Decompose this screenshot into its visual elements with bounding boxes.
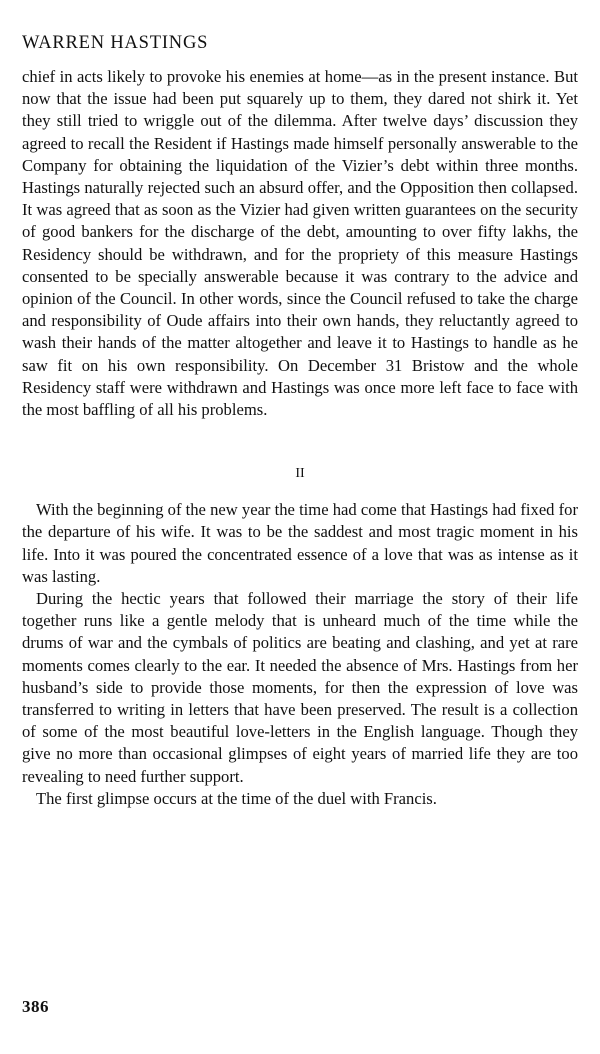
section-spacer — [22, 485, 578, 499]
paragraph: During the hectic years that followed their marriage the story of their life together runs like a gentle melody that is unheard much of the time while the drums of war and the cymbals of politics are beating and clashing, and yet at rare moments comes clearly to the ear. It needed the absence of Mrs. Hastings from her husband’s side to provide those moments, for then the expression of love was transferred to writing in letters that have been preserved. The result is a collection of some of the most beautiful love-letters in the English language. Though they give no more than occasional glimpses of eight years of married life they are too revealing to need further support. — [22, 589, 578, 786]
paragraph: The first glimpse occurs at the time of the duel with Francis. — [36, 788, 437, 808]
paragraph: With the beginning of the new year the time had come that Hastings had fixed for the departure of his wife. It was to be the saddest and most tragic moment in his life. Into it was poured the concentrated essence of a love that was as intense as it was lasting. — [22, 500, 578, 586]
paragraph: chief in acts likely to provoke his enemies at home—as in the present instance. But now that the issue had been put squarely up to them, they dared not shirk it. Yet they still tried to wriggle out of the dilemma. After twelve days’ discussion they agreed to recall the Resident if Hastings made himself personally answerable to the Company for obtaining the liquidation of the Vizier’s debt within three months. Hastings naturally rejected such an absurd offer, and the Opposition then collapsed. It was agreed that as soon as the Vizier had given written guarantees on the security of good bankers for the discharge of the debt, amounting to over fifty lakhs, the Residency should be withdrawn, and for the propriety of this measure Hastings consented to be specially answerable because it was contrary to the advice and opinion of the Council. In other words, since the Council refused to take the charge and responsibility of Oude affairs into their own hands, they reluctantly agreed to wash their hands of the matter altogether and leave it to Hastings to handle as he saw fit on his own responsibility. On December 31 Bristow and the whole Residency staff were withdrawn and Hastings was once more left face to face with the most baffling of all his problems. — [22, 67, 578, 420]
page-number: 386 — [22, 997, 49, 1016]
section-number: II — [295, 466, 305, 482]
page-body — [22, 30, 578, 810]
section-spacer — [22, 421, 578, 463]
running-head: WARREN HASTINGS — [22, 33, 209, 53]
